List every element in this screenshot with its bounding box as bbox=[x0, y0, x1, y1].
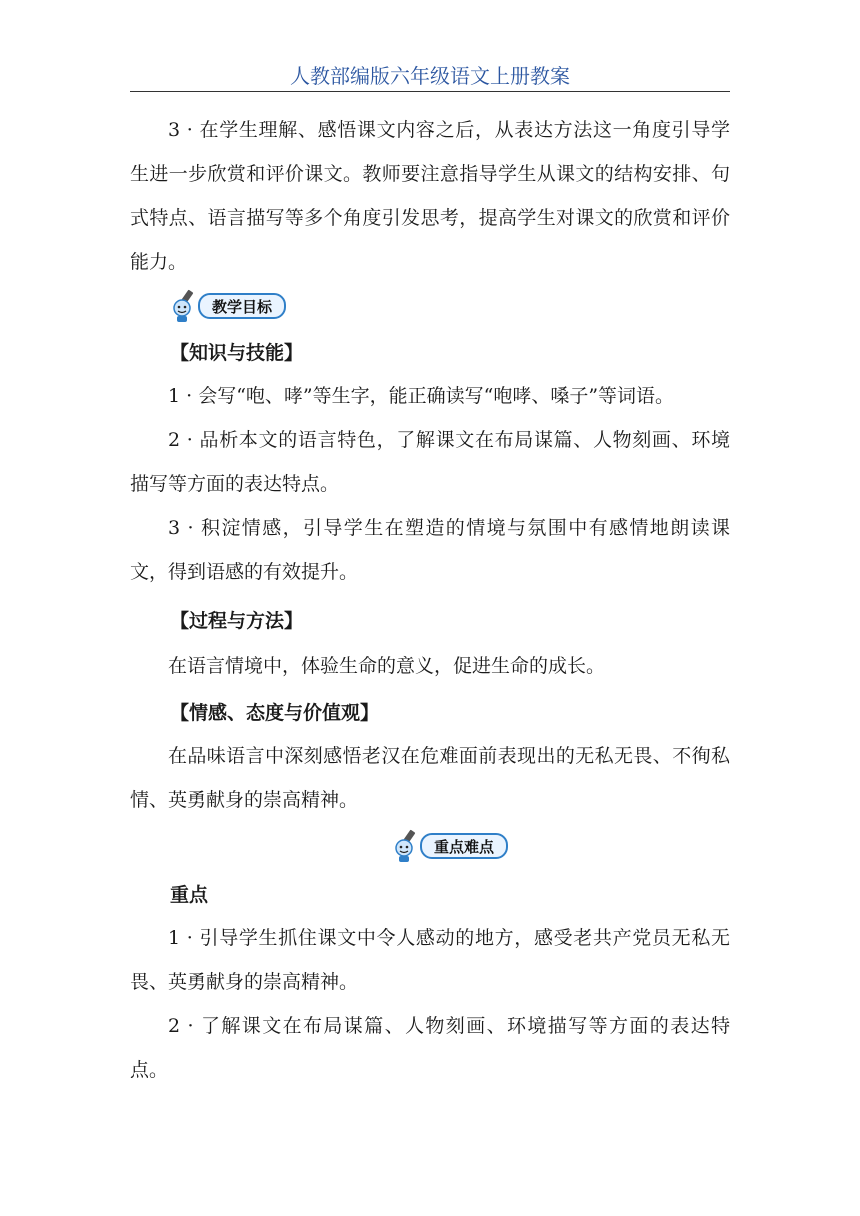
teaching-goals-badge bbox=[168, 288, 286, 324]
teaching-goals-label: 教学目标 bbox=[198, 293, 286, 319]
pencil-mascot-icon bbox=[168, 288, 204, 324]
key-difficult-points-badge bbox=[390, 828, 508, 864]
key-difficult-points-label: 重点难点 bbox=[420, 833, 508, 859]
document-header: 人教部编版六年级语文上册教案 bbox=[290, 64, 570, 88]
knowledge-heading: 【知识与技能】 bbox=[170, 342, 304, 364]
header-divider bbox=[130, 91, 730, 92]
process-heading: 【过程与方法】 bbox=[170, 610, 304, 632]
emotion-heading: 【情感、态度与价值观】 bbox=[170, 702, 380, 724]
knowledge-item-2: 2 · 品析本文的语言特色，了解课文在布局谋篇、人物刻画、环境描写等方面的表达特点。 bbox=[130, 429, 730, 495]
knowledge-item-1: 1 · 会写“咆、哮”等生字，能正确读写“咆哮、嗓子”等词语。 bbox=[168, 385, 675, 407]
process-text: 在语言情境中，体验生命的意义，促进生命的成长。 bbox=[168, 655, 606, 677]
knowledge-item-3: 3 · 积淀情感，引导学生在塑造的情境与氛围中有感情地朗读课文，得到语感的有效提升。 bbox=[130, 517, 730, 583]
key-point-item-2: 2 · 了解课文在布局谋篇、人物刻画、环境描写等方面的表达特点。 bbox=[130, 1015, 730, 1081]
intro-paragraph-3: 3 · 在学生理解、感悟课文内容之后，从表达方法这一角度引导学生进一步欣赏和评价课文。教师要注意指导学生从课文的结构安排、句式特点、语言描写等多个角度引发思考，提高学生对课文的欣赏和评价能力。 bbox=[130, 119, 730, 273]
key-points-heading: 重点 bbox=[170, 884, 209, 906]
pencil-mascot-icon bbox=[390, 828, 426, 864]
key-point-item-1: 1 · 引导学生抓住课文中令人感动的地方，感受老共产党员无私无畏、英勇献身的崇高精神。 bbox=[130, 927, 730, 993]
emotion-text: 在品味语言中深刻感悟老汉在危难面前表现出的无私无畏、不徇私情、英勇献身的崇高精神。 bbox=[130, 745, 730, 811]
